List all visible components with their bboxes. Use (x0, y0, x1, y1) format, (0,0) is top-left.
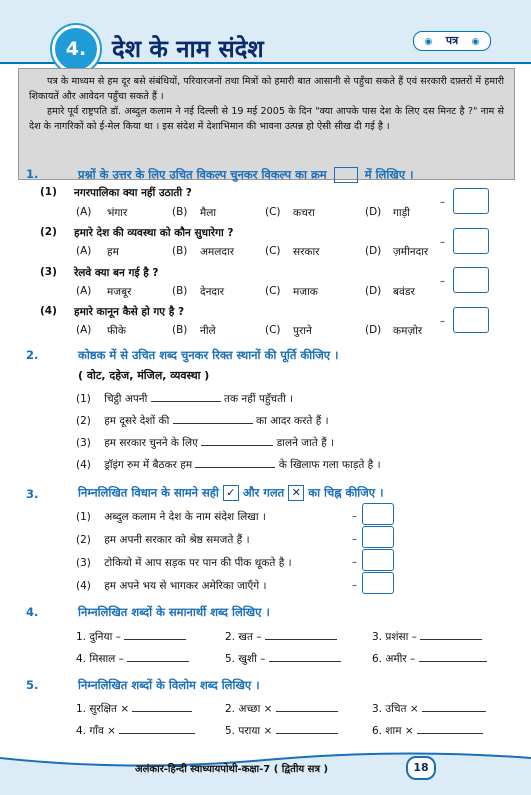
blank-line[interactable] (119, 724, 195, 734)
tick-cross-box-3[interactable] (362, 549, 394, 571)
tick-mark-icon: ✓ (223, 485, 239, 501)
option-text: हम (107, 246, 119, 258)
option-text: भंगार (107, 207, 128, 219)
synonym-item (76, 652, 189, 666)
answer-dash: – (440, 237, 445, 248)
option-label: (C) (265, 245, 281, 257)
section-3-heading (78, 485, 384, 501)
section-2-heading: कोष्ठक में से उचित शब्द चुनकर रिक्त स्थानों की पूर्ति कीजिए । (78, 348, 339, 362)
antonym-item (76, 724, 195, 738)
section-5-number: 5. (26, 678, 39, 692)
synonym-word: 6. अमीर – (372, 653, 416, 665)
section-3-heading-b: और गलत (242, 485, 285, 500)
option-text: ज़मीनदार (393, 246, 429, 258)
synonym-word: 4. मिसाल – (76, 653, 124, 665)
intro-paragraph-1: पत्र के माध्यम से हम दूर बसे संबंधियों, परिवारजनों तथा मित्रों को हमारी बात आसानी से पहुँचा सकते हैं एवं सरकारी दफ़्तरों में हमारी शिकायतें और आवेदन पहुँचा सकते हैं । (29, 76, 504, 102)
section-1-number: 1. (26, 167, 39, 181)
synonym-item (225, 630, 337, 644)
answer-box-4[interactable] (453, 307, 489, 333)
section-1-heading-b: में लिखिए । (364, 167, 414, 182)
synonym-word: 1. दुनिया – (76, 631, 121, 643)
fill-item (76, 436, 334, 450)
option-label: (A) (76, 245, 92, 257)
synonym-word: 2. खत – (225, 631, 262, 643)
question-2-number: (2) (40, 226, 57, 238)
option-label: (C) (265, 206, 281, 218)
option-label: (B) (172, 206, 188, 218)
antonym-item (372, 702, 486, 716)
tick-cross-box-2[interactable] (362, 526, 394, 548)
tick-cross-box-1[interactable] (362, 503, 394, 525)
question-4-text: हमारे कानून कैसे हो गए है ? (74, 306, 185, 318)
question-3-number: (3) (40, 266, 57, 278)
section-4-heading: निम्नलिखित शब्दों के समानार्थी शब्द लिखिए । (78, 605, 270, 619)
question-1-text: नगरपालिका क्या नहीं उठाती ? (74, 187, 192, 199)
fill-item-text-b: के खिलाफ गला फाड़ते है । (278, 459, 381, 471)
answer-dash: – (440, 197, 445, 208)
statement-item (76, 510, 266, 524)
fill-item-text-b: डालने जाते हैं । (276, 437, 334, 449)
blank-line[interactable] (132, 702, 192, 712)
option-text: मजबूर (107, 286, 132, 298)
option-label: (D) (365, 245, 382, 257)
synonym-word: 3. प्रशंसा – (372, 631, 417, 643)
blank-line[interactable] (417, 724, 483, 734)
antonym-word: 3. उचित × (372, 703, 419, 715)
fill-item (76, 392, 293, 406)
option-text: अमलदार (200, 246, 235, 258)
statement-text: हम अपने भय से भागकर अमेरिका जाएँगे । (104, 580, 267, 592)
fill-item-text-b: का आदर करते हैं । (255, 415, 329, 427)
synonym-item (372, 652, 487, 666)
tag-dot-icon: ◉ (424, 37, 433, 47)
statement-item (76, 579, 267, 593)
question-3-text: रेलवे क्या बन गई है ? (74, 267, 159, 279)
fill-item-text-a: चिट्ठी अपनी (104, 393, 148, 405)
genre-tag-label: पत्र (445, 34, 459, 47)
synonym-item (76, 630, 186, 644)
tick-cross-box-4[interactable] (362, 572, 394, 594)
answer-box-1[interactable] (453, 188, 489, 214)
blank-line[interactable] (195, 458, 275, 468)
blank-line[interactable] (124, 630, 186, 640)
statement-text: टोकियो में आप सड़क पर पान की पीक थूकते है । (104, 557, 292, 569)
fill-item-number: (4) (76, 459, 91, 471)
section-5-heading: निम्नलिखित शब्दों के विलोम शब्द लिखिए । (78, 678, 260, 692)
blank-line[interactable] (151, 392, 221, 402)
word-bank: ( वोट, दहेज, मंजिल, व्यवस्था ) (78, 369, 210, 382)
chapter-title: देश के नाम संदेश (112, 35, 264, 63)
option-label: (B) (172, 245, 188, 257)
fill-item-text-a: हम सरकार चुनने के लिए (104, 437, 198, 449)
blank-line[interactable] (419, 652, 487, 662)
intro-paragraph-2: हमारे पूर्व राष्ट्रपति डॉ. अब्दुल कलाम ने नई दिल्ली से 19 मई 2005 के दिन "क्या आपके पास देश के लिए दस मिनट है ?" नाम से देश के नागरिकों को ई-मेल किया था । इस संदेश में देशाभिमान की भावना उत्पन्न हो ऐसी सीख दी गई है । (29, 106, 504, 132)
tag-dot-icon: ◉ (471, 37, 480, 47)
antonym-word: 5. पराया × (225, 725, 273, 737)
option-text: देनदार (200, 286, 224, 298)
fill-item-text-b: तक नहीं पहुँचती । (224, 393, 294, 405)
blank-line[interactable] (420, 630, 482, 640)
option-text: फीके (107, 325, 126, 337)
answer-dash: – (440, 276, 445, 287)
option-label: (B) (172, 285, 188, 297)
option-text: सरकार (293, 246, 320, 258)
answer-box-3[interactable] (453, 267, 489, 293)
statement-number: (2) (76, 534, 91, 546)
blank-line[interactable] (276, 702, 338, 712)
antonym-word: 4. गाँव × (76, 725, 116, 737)
fill-item (76, 414, 329, 428)
option-text: नीले (200, 325, 216, 337)
blank-line[interactable] (265, 630, 337, 640)
question-4-number: (4) (40, 305, 57, 317)
heading-answer-box (334, 167, 358, 183)
option-label: (C) (265, 324, 281, 336)
answer-dash: – (352, 580, 357, 591)
option-label: (D) (365, 285, 382, 297)
antonym-item (225, 702, 338, 716)
fill-item-number: (2) (76, 415, 91, 427)
synonym-item (225, 652, 341, 666)
statement-number: (4) (76, 580, 91, 592)
antonym-item (225, 724, 338, 738)
option-label: (A) (76, 324, 92, 336)
option-text: मजाक (293, 286, 318, 298)
option-text: मैला (200, 207, 217, 219)
statement-number: (3) (76, 557, 91, 569)
section-4-number: 4. (26, 605, 39, 619)
fill-item (76, 458, 381, 472)
fill-item-text-a: हम दूसरे देशों की (104, 415, 170, 427)
option-text: कचरा (293, 207, 315, 219)
antonym-item (372, 724, 483, 738)
statement-number: (1) (76, 511, 91, 523)
section-1-heading (78, 167, 413, 183)
statement-item (76, 533, 250, 547)
blank-line[interactable] (173, 414, 253, 424)
blank-line[interactable] (201, 436, 273, 446)
intro-box (18, 68, 515, 180)
option-text: गाड़ी (393, 207, 410, 219)
answer-dash: – (352, 557, 357, 568)
statement-text: अब्दुल कलाम ने देश के नाम संदेश लिखा । (104, 511, 266, 523)
cross-mark-icon: ✕ (288, 485, 304, 501)
antonym-word: 1. सुरक्षित × (76, 703, 130, 715)
answer-dash: – (352, 534, 357, 545)
fill-item-text-a: ड्रॉइंग रुम में बैठकर हम (104, 459, 193, 471)
option-text: कमज़ोर (393, 325, 423, 337)
option-label: (D) (365, 206, 382, 218)
question-1-number: (1) (40, 186, 57, 198)
synonym-item (372, 630, 482, 644)
option-label: (C) (265, 285, 281, 297)
option-label: (B) (172, 324, 188, 336)
page-number: 18 (406, 756, 436, 780)
option-text: पुराने (293, 325, 312, 337)
footer-book-title: अलंकार-हिन्दी स्वाध्यायपोथी-कक्षा-7 ( द्वितीय सत्र ) (135, 764, 329, 775)
option-label: (A) (76, 285, 92, 297)
statement-item (76, 556, 292, 570)
option-label: (A) (76, 206, 92, 218)
section-3-number: 3. (26, 487, 39, 501)
blank-line[interactable] (269, 652, 341, 662)
section-2-number: 2. (26, 348, 39, 362)
blank-line[interactable] (422, 702, 486, 712)
section-3-heading-c: का चिह्न कीजिए । (308, 485, 384, 500)
synonym-word: 5. खुशी – (225, 653, 266, 665)
fill-item-number: (3) (76, 437, 91, 449)
fill-item-number: (1) (76, 393, 91, 405)
answer-dash: – (440, 316, 445, 327)
option-label: (D) (365, 324, 382, 336)
blank-line[interactable] (127, 652, 189, 662)
answer-dash: – (352, 511, 357, 522)
blank-line[interactable] (276, 724, 338, 734)
chapter-number-badge: 4. (52, 25, 100, 73)
statement-text: हम अपनी सरकार को श्रेष्ठ समजते हैं । (104, 534, 250, 546)
section-1-heading-a: प्रश्नों के उत्तर के लिए उचित विकल्प चुनकर विकल्प का क्रम (78, 167, 327, 182)
question-2-text: हमारे देश की व्यवस्था को कौन सुधारेगा ? (74, 227, 234, 239)
answer-box-2[interactable] (453, 228, 489, 254)
antonym-item (76, 702, 192, 716)
genre-tag (413, 31, 491, 51)
antonym-word: 2. अच्छा × (225, 703, 273, 715)
antonym-word: 6. शाम × (372, 725, 414, 737)
section-3-heading-a: निम्नलिखित विधान के सामने सही (78, 485, 219, 500)
option-text: बवंडर (393, 286, 415, 298)
